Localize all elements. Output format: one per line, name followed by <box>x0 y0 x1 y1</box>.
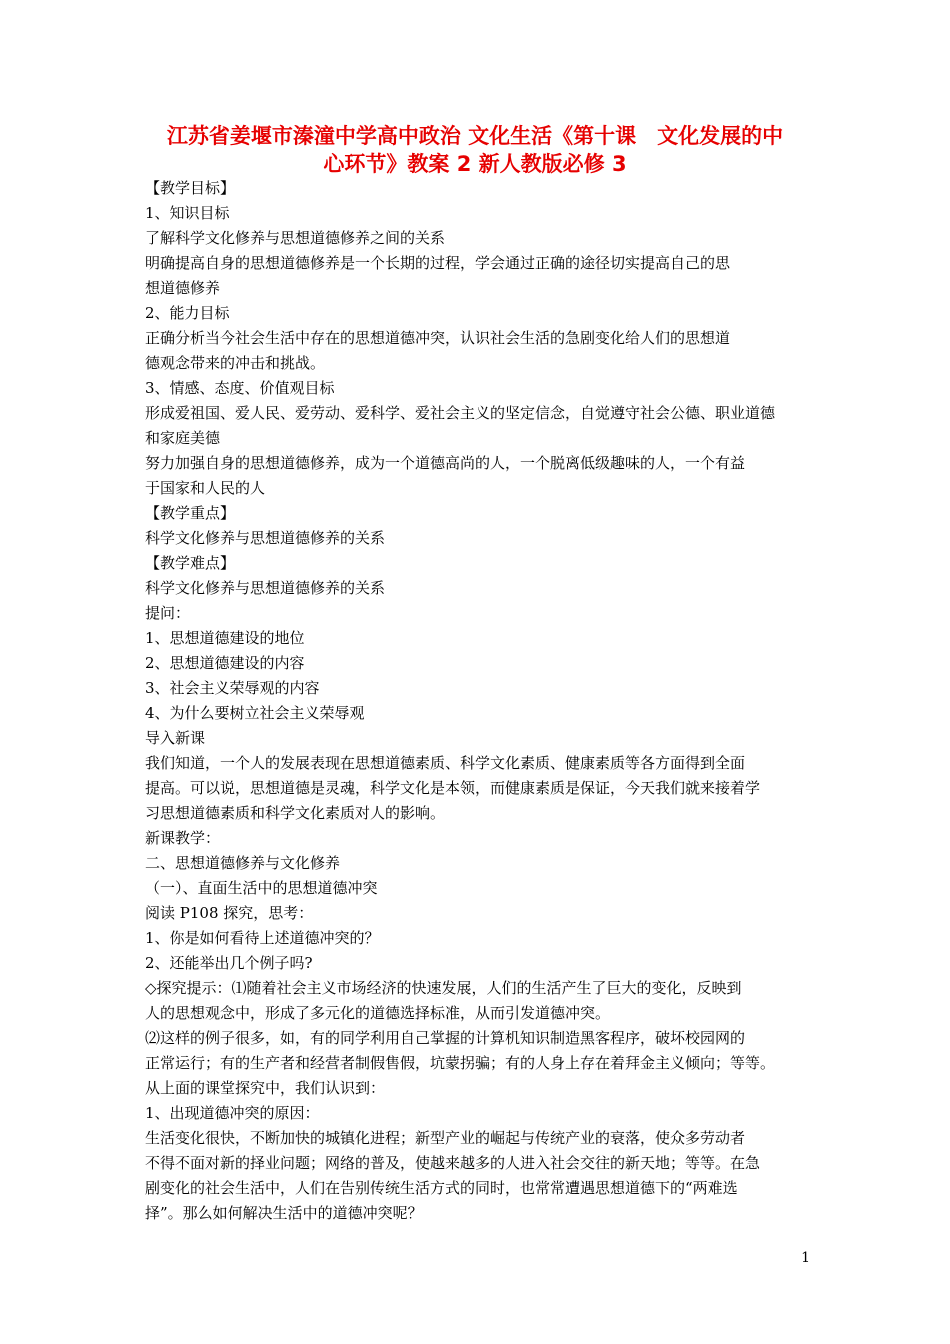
text-line: 4、为什么要树立社会主义荣辱观 <box>145 704 365 722</box>
text-line: 提问： <box>145 604 191 622</box>
text-line: 努力加强自身的思想道德修养，成为一个道德高尚的人，一个脱离低级趣味的人，一个有益 <box>145 454 746 472</box>
text-line: 1、你是如何看待上述道德冲突的？ <box>145 929 380 947</box>
text-line: 了解科学文化修养与思想道德修养之间的关系 <box>145 229 446 247</box>
text-line: 从上面的课堂探究中，我们认识到： <box>145 1079 386 1097</box>
title-line: 江苏省姜堰市溱潼中学高中政治 文化生活《第十课 文化发展的中 <box>166 124 784 148</box>
text-line: 1、思想道德建设的地位 <box>145 629 305 647</box>
page-number: 1 <box>801 1250 810 1266</box>
text-line: 人的思想观念中，形成了多元化的道德选择标准，从而引发道德冲突。 <box>145 1004 611 1022</box>
text-line: 3、情感、态度、价值观目标 <box>145 379 335 397</box>
text-line: 明确提高自身的思想道德修养是一个长期的过程，学会通过正确的途径切实提高自己的思 <box>145 254 731 272</box>
text-line: 【教学重点】 <box>145 504 236 522</box>
text-line: （一）、直面生活中的思想道德冲突 <box>145 879 378 897</box>
text-line: 生活变化很快，不断加快的城镇化进程；新型产业的崛起与传统产业的衰落，使众多劳动者 <box>145 1129 746 1147</box>
text-line: 习思想道德素质和科学文化素质对人的影响。 <box>145 804 446 822</box>
text-line: 我们知道，一个人的发展表现在思想道德素质、科学文化素质、健康素质等各方面得到全面 <box>145 754 746 772</box>
text-line: 和家庭美德 <box>145 429 221 447</box>
text-line: 剧变化的社会生活中，人们在告别传统生活方式的同时，也常常遭遇思想道德下的“两难选 <box>145 1179 738 1197</box>
title-line: 心环节》教案 2 新人教版必修 3 <box>323 152 627 176</box>
text-line: 导入新课 <box>145 729 206 747</box>
document-body <box>145 176 815 1226</box>
document-title <box>130 122 820 178</box>
text-line: 德观念带来的冲击和挑战。 <box>145 354 326 372</box>
text-line: 阅读 P108 探究，思考： <box>145 904 314 922</box>
text-line: 形成爱祖国、爱人民、爱劳动、爱科学、爱社会主义的坚定信念，自觉遵守社会公德、职业道德 <box>145 404 776 422</box>
text-line: 2、能力目标 <box>145 304 230 322</box>
text-line: 2、还能举出几个例子吗? <box>145 954 313 972</box>
text-line: 提高。可以说，思想道德是灵魂，科学文化是本领，而健康素质是保证，今天我们就来接着学 <box>145 779 761 797</box>
text-line: 不得不面对新的择业问题；网络的普及，使越来越多的人进入社会交往的新天地；等等。在急 <box>145 1154 761 1172</box>
text-line: 新课教学： <box>145 829 221 847</box>
text-line: ◇探究提示：⑴随着社会主义市场经济的快速发展，人们的生活产生了巨大的变化，反映到 <box>145 979 742 997</box>
text-line: 3、社会主义荣辱观的内容 <box>145 679 320 697</box>
text-line: 1、知识目标 <box>145 204 230 222</box>
text-line: 【教学难点】 <box>145 554 236 572</box>
text-line: 于国家和人民的人 <box>145 479 266 497</box>
text-line: ⑵这样的例子很多，如，有的同学利用自己掌握的计算机知识制造黑客程序，破坏校园网的 <box>145 1029 746 1047</box>
text-line: 【教学目标】 <box>145 179 236 197</box>
text-line: 正确分析当今社会生活中存在的思想道德冲突，认识社会生活的急剧变化给人们的思想道 <box>145 329 731 347</box>
text-line: 正常运行；有的生产者和经营者制假售假，坑蒙拐骗；有的人身上存在着拜金主义倾向；等等。 <box>145 1054 776 1072</box>
text-line: 科学文化修养与思想道德修养的关系 <box>145 579 386 597</box>
text-line: 2、思想道德建设的内容 <box>145 654 305 672</box>
text-line: 二、思想道德修养与文化修养 <box>145 854 341 872</box>
text-line: 科学文化修养与思想道德修养的关系 <box>145 529 386 547</box>
text-line: 1、出现道德冲突的原因： <box>145 1104 320 1122</box>
text-line: 择”。那么如何解决生活中的道德冲突呢？ <box>145 1204 423 1222</box>
text-line: 想道德修养 <box>145 279 221 297</box>
